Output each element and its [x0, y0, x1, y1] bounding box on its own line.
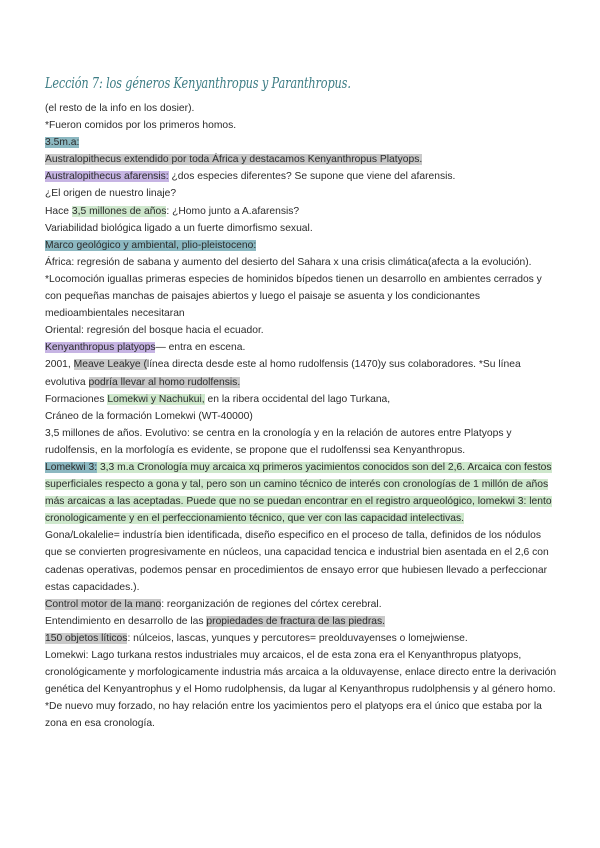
paragraph: África: regresión de sabana y aumento del desierto del Sahara x una crisis climática(afecta a la evolución). [45, 256, 532, 268]
paragraph: *De nuevo muy forzado, no hay relación entre los yacimientos pero el platyops era el único que estaba por la zona en esa cronología. [45, 701, 542, 730]
highlight-green: 3,5 millones de años [71, 205, 167, 217]
document-page [45, 74, 557, 732]
highlight-gray: Australopithecus extendido por toda África y destacamos Kenyanthropus Platyops. [45, 154, 423, 166]
text-line [45, 630, 557, 647]
text-span: : ¿Homo junto a A.afarensis? [166, 205, 300, 217]
highlight-green: Lomekwi y Nachukui, [107, 393, 205, 405]
text-span: — entra en escena. [155, 342, 246, 354]
paragraph [45, 459, 557, 527]
paragraph: Gona/Lokalelie= industría bien identificada, diseño especifico en el proceso de talla, definidos de los nódulos que se convierten progresivamente en núcleos, una capacidad tencica e industrial bien asentada en el 2,6 con cadenas operativas, podemos pensar en procedimientos de ensayo error que hubiesen llevado a perfeccionar estas capacidades.). [45, 530, 549, 593]
highlight-teal: Lomekwi 3: [45, 461, 98, 473]
highlight-teal: Marco geológico y ambiental, plio-pleistoceno: [45, 239, 257, 251]
text-span: línea directa desde este al homo rudolfensis (1470)y sus colaboradores. *Su línea evolutiva [45, 359, 521, 388]
text-line: Cráneo de la formación Lomekwi (WT-40000) [45, 410, 253, 422]
text-line [45, 203, 557, 220]
text-line [45, 339, 557, 356]
lesson-title: Lección 7: los géneros Kenyanthropus y Paranthropus. [45, 76, 351, 92]
highlight-gray: 150 objetos líticos [45, 632, 128, 644]
text-line [45, 168, 557, 185]
text-line [45, 391, 557, 408]
text-line: ¿El origen de nuestro linaje? [45, 188, 177, 200]
text-span: ¿dos especies diferentes? Se supone que viene del afarensis. [168, 171, 456, 183]
text-span: 2001, [45, 359, 74, 371]
highlight-purple: Australopithecus afarensis: [45, 171, 169, 183]
text-span: : reorganización de regiones del córtex cerebral. [161, 598, 382, 610]
text-span: : núlceios, lascas, yunques y percutores= preolduvayenses o lomejwiense. [127, 632, 468, 644]
highlight-gray: propiedades de fractura de las piedras. [206, 615, 386, 627]
text-line [45, 613, 557, 630]
text-line: Oriental: regresión del bosque hacia el ecuador. [45, 325, 264, 337]
highlight-purple: Kenyanthropus platyops [45, 342, 156, 354]
text-span: Hace [45, 205, 72, 217]
text-line: (el resto de la info en los dosier). [45, 103, 195, 114]
paragraph: Lomekwi: Lago turkana restos industriales muy arcaicos, el de esta zona era el Kenyanthropus platyops, cronológicamente y morfologicamente industria más arcaica a la olduvayense, enlace directo entre la derivación genética del Kenyantrophus y el Homo rudolphensis, da lugar al Kenyanthropus rudolphensis y al género homo. [45, 650, 557, 696]
highlight-gray: Control motor de la mano [45, 598, 162, 610]
highlight-gray: Meave Leakye ( [73, 359, 147, 371]
highlight-teal: 3.5m.a: [45, 137, 80, 149]
document-body [45, 100, 557, 732]
text-line [45, 134, 557, 151]
paragraph: 3,5 millones de años. Evolutivo: se centra en la cronología y en la relación de autores entre Platyops y rudolfensis, en la morfología es evidente, se propone que el rudolfenssi sea Kenyanthropus. [45, 427, 512, 456]
text-span: Formaciones [45, 393, 108, 405]
highlight-gray: podría llevar al homo rudolfensis. [88, 376, 241, 388]
paragraph: *Locomoción igualIas primeras especies de hominidos bípedos tienen un desarrollo en ambientes cerrados y con pequeñas manchas de paisajes abiertos y luego el paisaje se asuenta y los condicionantes medioambientales necesitaran [45, 273, 542, 320]
highlight-green: 3,3 m.a Cronología muy arcaica xq primeros yacimientos conocidos son del 2,6. Arcaica con festos superficiales respecto a gona y tal, pero son un camino técnico de interés con cronologías de 1 millón de años más arcaicas a las aceptadas. Puede que no se puedan encontrar en el registro arqueológico, lomekwi 3: lento cronologicamente y en el perfeccionamiento técnico, que ver con las capacidad intelectivas. [45, 461, 552, 525]
text-line: *Fueron comidos por los primeros homos. [45, 120, 237, 132]
text-line [45, 151, 557, 168]
text-line [45, 596, 557, 613]
text-span: en la ribera occidental del lago Turkana, [204, 393, 391, 405]
text-span: Entendimiento en desarrollo de las [45, 615, 207, 627]
text-line [45, 237, 557, 254]
text-line: Variabilidad biológica ligado a un fuerte dimorfismo sexual. [45, 222, 313, 234]
paragraph [45, 356, 557, 390]
